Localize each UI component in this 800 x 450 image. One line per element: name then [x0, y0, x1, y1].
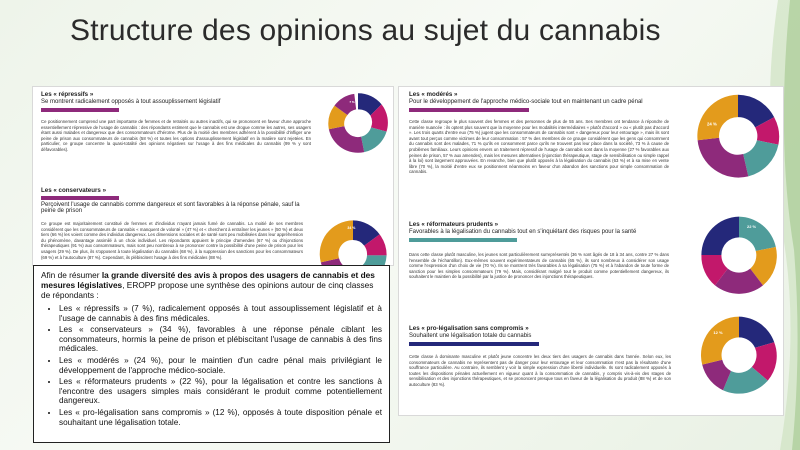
slide-title: Structure des opinions au sujet du cannabis	[70, 14, 661, 47]
section-conservateurs	[41, 187, 303, 260]
donut-chart-moderes	[695, 93, 781, 179]
donut-label: 24 %	[707, 121, 717, 127]
section-repressifs	[41, 91, 311, 153]
section-heading: Les « conservateurs »	[41, 187, 107, 194]
section-body: Dans cette classe plutôt masculine, les jeunes sont particulièrement surreprésentés (36 % sont âgés de 18 à 34 ans, contre 27 % dans l'ensemble de l'échantillon). Eux-mêmes souvent expérimentateurs de cannabis (65 %), ils sont nombreux à considérer son usage comme l'expression d'un choix de vie (70 %). Ils se montrent très favorables à sa légalisation (75 %) et à l'abandon de toute forme de sanction pour les simples consommateurs (79 %). Mais, considérant malgré tout le produit comme potentiellement dangereux, ils souhaitent le maintien de la possibilité par la justice de prononcer des injonctions thérapeutiques.	[409, 252, 669, 280]
summary-intro-post: , EROPP propose une synthèse des opinions autour de cinq classes de répondants :	[41, 280, 374, 300]
list-item: • Les « modérés » (24 %), pour le maintien d'un cadre pénal mais privilégiant le développement de l'approche médico-sociale.	[59, 356, 382, 375]
donut-label: 12 %	[713, 330, 723, 336]
section-reformateurs	[409, 221, 669, 280]
summary-intro-pre: Afin de résumer	[41, 270, 102, 280]
donut-chart-repressifs	[327, 87, 389, 159]
section-body: Cette classe regroupe le plus souvent des femmes et des personnes de plus de 55 ans. Ses membres ont tendance à répondre de manière nuancée : ils optent plus souvent que la moyenne pour les modalités intermédiaires « plutôt d'accord » ou « plutôt pas d'accord ». Les trois quarts d'entre eux (75 %) jugent que les consommateurs de cannabis sont « dangereux pour leur entourage », mais ils sont avant tout perçus comme victimes de leur consommation : 57 % des membres de ce groupe considèrent que les gens qui consomment du cannabis sont des malades, 71 % qu'ils en consomment parce qu'ils ne trouvent pas leur place dans la société, 73 % à cause de problèmes familiaux. Leurs opinions envers un traitement répressif de l'usage de cannabis sont dans la moyenne (27 % favorables aux peines de prison, 57 % aux amendes), mais les mesures alternatives (injonction thérapeutique, stage de sensibilisation ou simple rappel à la loi) sont largement approuvées. En revanche, bien que plutôt opposés à la légalisation du cannabis (63 %) et à sa mise en vente libre (70 %), la moitié d'entre eux se positionnent néanmoins en faveur d'un abandon des sanctions pour simple consommation de cannabis.	[409, 119, 669, 175]
right-panel	[398, 86, 784, 416]
summary-box	[33, 265, 390, 443]
donut-chart-conservateurs	[318, 219, 388, 266]
donut-label: 34 %	[347, 225, 356, 230]
list-item: • Les « réformateurs prudents » (22 %), pour la légalisation et contre les sanctions à l'encontre des usagers simples mais considérant le produit comme potentiellement dangereux.	[59, 377, 382, 406]
left-panel	[32, 86, 394, 266]
section-prolegalisation	[409, 325, 671, 388]
donut-label: 22 %	[747, 223, 757, 229]
donut-chart-prolegalisation	[699, 315, 779, 395]
section-bar	[41, 196, 119, 200]
section-subtitle: Favorables à la légalisation du cannabis tout en s'inquiétant des risques pour la santé	[409, 229, 637, 235]
summary-list	[41, 304, 382, 427]
summary-intro	[41, 270, 382, 300]
summary-intro-bold: la grande diversité des avis à propos des usagers de cannabis et des mesures législatives	[41, 270, 375, 290]
section-body: Ce groupe est majoritairement constitué de femmes et d'individus n'ayant jamais fumé de cannabis. La moitié de ses membres considèrent que les consommateurs de cannabis « manquent de volonté » (47 %) et « cherchent à entraîner les jeunes » (50 %) et deux tiers (66 %) les voient comme des individus dangereux. Les dimensions sociales et de santé sont peu mobilisées dans leur appréhension du phénomène, davantage assimilé à un choix individuel. Les répondants appuient le principe d'amendes (67 %) ou d'injonctions thérapeutiques (91 %) aux consommateurs, mais sont peu nombreux à se prononcer contre la possibilité d'une peine de prison pour les usagers (29 %). De plus, ils s'opposent à toute légalisation du cannabis (68 %), à la suppression des sanctions pour les consommateurs (69 %) et à l'autoculture (87 %). Cependant, ils plébiscitent l'usage à des fins médicales (88 %).	[41, 221, 303, 260]
section-subtitle: Souhaitent une légalisation totale du cannabis	[409, 333, 532, 339]
section-subtitle: Se montrent radicalement opposés à tout assouplissement législatif	[41, 99, 221, 105]
section-body: Ce positionnement comprend une part importante de femmes et de retraités ou autres inactifs, qui se prononcent en faveur d'une approche essentiellement répressive de l'usage de cannabis : des répondants estiment que le cannabis est une drogue comme les autres, ses usagers étant aussi malades et dangereux que des consommateurs d'héroïne. Plus de la moitié des membres adhèrent à la possibilité d'infliger une peine de prison aux consommateurs de cannabis (58 %) et toutes les options d'assouplissement législatif en la matière sont rejetées. En particulier, ce groupe concentre la quasi-totalité des opinions négatives sur l'usage à des fins médicales du cannabis (99 % y sont défavorables).	[41, 119, 311, 152]
section-subtitle: Pour le développement de l'approche médico-sociale tout en maintenant un cadre pénal	[409, 99, 643, 105]
list-item: • Les « pro-légalisation sans compromis » (12 %), opposés à toute disposition pénale et souhaitant une légalisation totale.	[59, 408, 382, 427]
section-bar	[41, 108, 119, 112]
section-heading: Les « modérés »	[409, 91, 458, 98]
section-body: Cette classe à dominante masculine et plutôt jeune concentre les deux tiers des usagers de cannabis dans l'année. Selon eux, les consommateurs de cannabis ne représentent pas de danger pour leur entourage et leur consommation n'est pas la résultante d'une souffrance particulière. Au contraire, ils semblent y voir la simple expression d'une liberté individuelle. Ils sont radicalement opposés à toutes les dispositions pénales actuellement en vigueur quant à la consommation de cannabis, y compris vis-à-vis des stages de sensibilisation et des injonctions thérapeutiques, et se prononcent presque tous en faveur de la légalisation du produit (88 %) et de son autoculture (83 %).	[409, 354, 671, 387]
section-moderes	[409, 91, 669, 175]
section-bar	[409, 238, 517, 242]
section-heading: Les « répressifs »	[41, 91, 94, 98]
section-heading: Les « pro-légalisation sans compromis »	[409, 325, 529, 332]
section-subtitle: Perçoivent l'usage de cannabis comme dangereux et sont favorables à la réponse pénale, sauf la peine de prison	[41, 202, 300, 214]
donut-chart-reformateurs	[699, 215, 779, 295]
list-item: • Les « conservateurs » (34 %), favorables à une réponse pénale ciblant les consommateurs, hormis la peine de prison et plébiscitant l'usage de cannabis à des fins médicales.	[59, 325, 382, 354]
section-heading: Les « réformateurs prudents »	[409, 221, 499, 228]
donut-label: 7 %	[349, 100, 355, 105]
section-bar	[409, 342, 539, 346]
section-bar	[409, 108, 529, 112]
list-item: • Les « répressifs » (7 %), radicalement opposés à tout assouplissement législatif et à l'usage de cannabis à des fins médicales.	[59, 304, 382, 323]
